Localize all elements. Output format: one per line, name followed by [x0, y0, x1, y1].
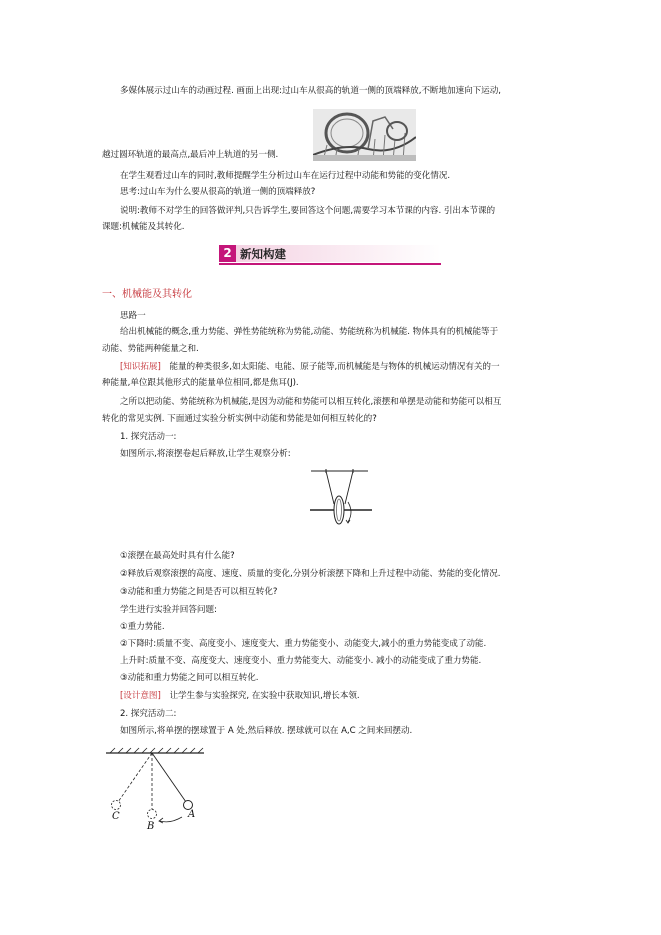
knowledge-tag: [知识拓展]	[120, 362, 161, 372]
point-c-label: C	[112, 811, 120, 822]
question-2: ②释放后观察滚摆的高度、速度、质量的变化,分别分析滚摆下降和上升过程中动能、势能的变化情况.	[120, 569, 501, 579]
intro-line-4: 思考:过山车为什么要从很高的轨道一侧的顶端释放?	[120, 187, 316, 197]
para-line: 转化的常见实例. 下面通过实验分析实例中动能和势能是如何相互转化的?	[102, 414, 377, 424]
para-line	[120, 362, 500, 373]
point-a-label: A	[188, 809, 196, 820]
para-line: 1. 探究活动一:	[120, 432, 177, 442]
para-line: 给出机械能的概念,重力势能、弹性势能统称为势能,动能、势能统称为机械能. 物体具有的机械能等于	[120, 327, 499, 337]
answer-2: ②下降时:质量不变、高度变小、速度变大、重力势能变小、动能变大,减小的重力势能变成了动能.	[120, 639, 487, 649]
intro-line-5: 说明:教师不对学生的回答做评判,只告诉学生,要回答这个问题,需要学习本节课的内容. 引出本节课的	[120, 206, 496, 216]
pendulum-figure	[100, 747, 212, 833]
para-line	[120, 691, 360, 702]
answer-3: 上升时:质量不变、高度变大、速度变小、重力势能变大、动能变小. 减小的动能变成了重力势能.	[120, 656, 482, 666]
intro-line-1: 多媒体展示过山车的动画过程. 画面上出现:过山车从很高的轨道一侧的顶端释放,不断地加速向下运动,	[120, 86, 501, 96]
para-line: 学生进行实验并回答问题:	[120, 605, 217, 615]
answer-1: ①重力势能.	[120, 622, 165, 632]
section-banner	[219, 245, 441, 265]
point-b-label: B	[147, 821, 155, 832]
para-line: 思路一	[120, 311, 146, 321]
question-3: ③动能和重力势能之间是否可以相互转化?	[120, 587, 278, 597]
para-line: 2. 探究活动二:	[120, 709, 177, 719]
para-line: 种能量,单位跟其他形式的能量单位相同,都是焦耳(J).	[102, 378, 299, 388]
para-text: 能量的种类很多,如太阳能、电能、原子能等,而机械能是与物体的机械运动情况有关的一	[169, 362, 500, 372]
para-line: 之所以把动能、势能统称为机械能,是因为动能和势能可以相互转化,滚摆和单摆是动能和势能可以相互	[120, 397, 502, 407]
maxwell-wheel-figure	[308, 466, 374, 542]
para-line: 动能、势能两种能量之和.	[102, 344, 199, 354]
roller-coaster-photo	[313, 109, 416, 161]
design-tag: [设计意图]	[120, 691, 161, 701]
para-line: 如图所示,将滚摆卷起后释放,让学生观察分析:	[120, 449, 291, 459]
intro-line-3: 在学生观看过山车的同时,教师提醒学生分析过山车在运行过程中动能和势能的变化情况.	[120, 171, 451, 181]
question-1: ①滚摆在最高处时具有什么能?	[120, 551, 235, 561]
section-heading: 一、机械能及其转化	[102, 289, 192, 300]
intro-line-2: 越过圆环轨道的最高点,最后冲上轨道的另一侧.	[102, 150, 279, 160]
para-text: 让学生参与实验探究, 在实验中获取知识,增长本领.	[169, 691, 360, 701]
answer-4: ③动能和重力势能之间可以相互转化.	[120, 673, 259, 683]
para-line: 如图所示,将单摆的摆球置于 A 处,然后释放. 摆球就可以在 A,C 之间来回摆动.	[120, 726, 413, 736]
banner-number: 2	[219, 245, 236, 262]
intro-line-6: 课题:机械能及其转化.	[102, 222, 185, 232]
banner-title: 新知构建	[240, 247, 286, 261]
